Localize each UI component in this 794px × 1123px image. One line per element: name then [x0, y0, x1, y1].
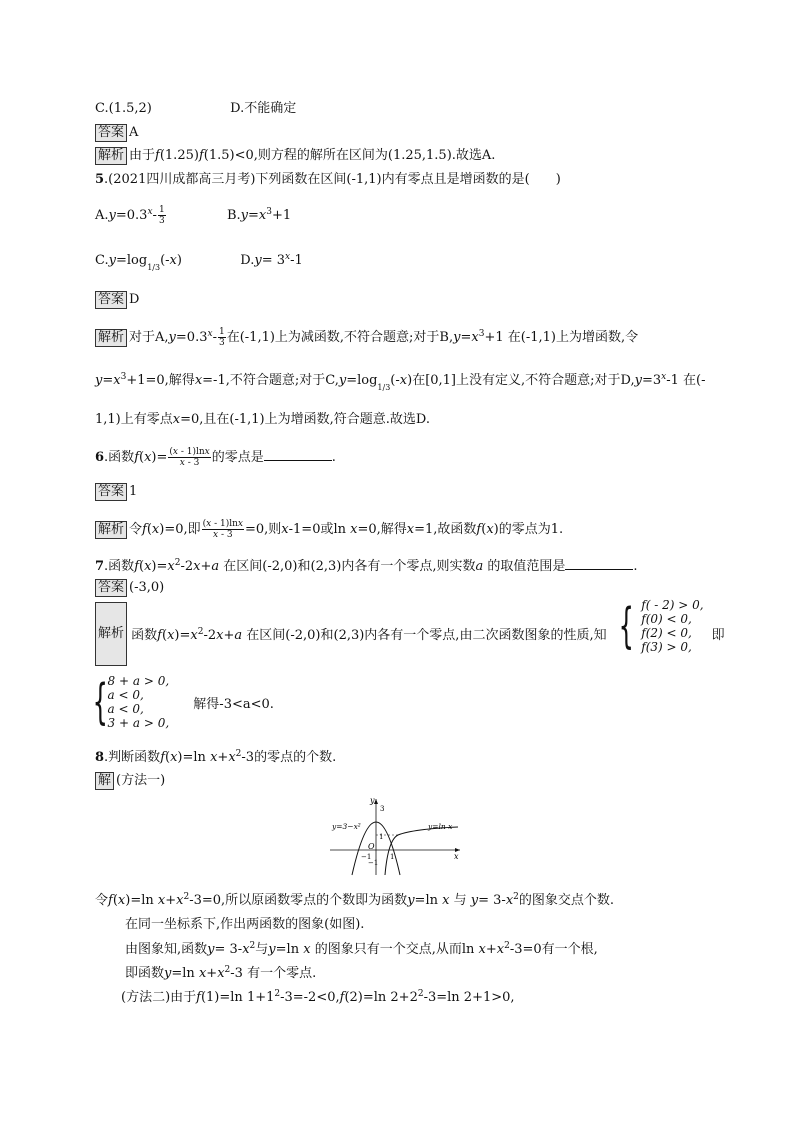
q6-answer — [95, 483, 137, 501]
blank — [264, 448, 332, 461]
text: .判断函数 — [104, 750, 161, 765]
question-number: 5 — [95, 172, 105, 187]
text: 在(-1,1)上为减函数,不符合题意;对于B, — [226, 330, 454, 345]
text: 在(-1,1)上为增函数,令 — [507, 330, 639, 345]
brace: { — [618, 598, 634, 654]
text: 有一个零点. — [247, 966, 317, 981]
text: .(2021四川成都高三月考)下列函数在区间(-1,1)内有零点且是增函数的是( ) — [104, 172, 561, 187]
text: 即 — [711, 628, 725, 643]
text: 与 — [453, 893, 467, 908]
text: -1=0或ln — [288, 522, 346, 537]
text: A. — [95, 208, 109, 223]
text: =0,所以原函数零点的个数即为函数 — [201, 893, 408, 908]
text: .函数 — [104, 559, 135, 574]
question-number: 8 — [95, 750, 105, 765]
q5-analysis-line3: 1,1)上有零点x=0,且在(-1,1)上为增函数,符合题意.故选D. — [95, 412, 430, 427]
text: 的零点的个数. — [254, 750, 337, 765]
answer-value: A — [129, 125, 139, 140]
q5-analysis-line2: $y=x^3+1=0$,解得x=-1,不符合题意;对于$C,y=\log_{1/3}(-x)$在[0,1]上没有定义,不符合题意;对于$D,y=3^x-1$ 在(- — [95, 372, 706, 392]
answer-label: 答案 — [95, 483, 127, 501]
q5-answer — [95, 291, 139, 309]
text: 由于 — [129, 148, 156, 163]
x-axis-label: x — [454, 852, 459, 861]
tick-y-3: 3 — [380, 805, 385, 813]
y-axis-label: y — [370, 796, 375, 805]
solution-label: 解 — [95, 772, 114, 790]
analysis-label: 解析 — [95, 521, 127, 539]
text: 令 — [129, 522, 143, 537]
q7-stem: 7.函数$f(x)=x^2-2x+a$ 在区间(-2,0)和(2,3)内各有一个零点,则实数a 的取值范围是 . — [95, 558, 638, 574]
blank — [565, 557, 633, 570]
answer-value: 1 — [129, 484, 138, 499]
text: 的图象只有一个交点,从而 — [314, 942, 462, 957]
tick-x-neg1: −1 — [361, 853, 372, 861]
text: (方法二)由于 — [121, 990, 197, 1005]
q4-option-d: D.不能确定 — [230, 101, 297, 116]
text: 的图象交点个数. — [518, 893, 615, 908]
text: f(2) < 0, — [641, 626, 692, 640]
text: 在(- — [683, 373, 706, 388]
q7-system-2 — [92, 674, 274, 730]
y-axis-arrow — [374, 799, 378, 804]
text: 的零点为1. — [498, 522, 564, 537]
log-label: y=ln x — [428, 822, 453, 831]
text: f(0) < 0, — [641, 612, 692, 626]
q5-options-cd: $C.y=\log_{1/3}(-x)$ $D.y= 3^x-1$ — [95, 252, 303, 272]
text: =0有一个根, — [522, 942, 598, 957]
q4-answer — [95, 124, 138, 142]
q6-stem: 6.函数f(x)= $\frac{(x - 1)\ln x}{x - 3}$ 的零点是 . — [95, 447, 336, 468]
function-graph — [328, 795, 468, 877]
log-curve — [385, 827, 458, 875]
tick-x-1: 1 — [390, 853, 395, 861]
analysis-label: 解析 — [95, 329, 127, 347]
q7-analysis: 解析 函数$f(x)=x^2-2x+a$ 在区间(-2,0)和(2,3)内各有一个零点,由二次函数图象的性质,知 { f( - 2) > 0, f(0) < 0, f(2) < 0, f(3) > 0, 即 — [95, 602, 725, 666]
text: a < 0, — [107, 702, 144, 716]
text: 3 + a > 0, — [107, 716, 170, 730]
text: 1,1)上有零点 — [95, 412, 173, 427]
answer-label: 答案 — [95, 124, 127, 142]
q8-line3: 由图象知,函数$y= 3-x^2$与y=ln x 的图象只有一个交点,从而$\ln x+x^2-3=0$有一个根, — [125, 941, 598, 957]
text: ,不符合题意;对于C, — [225, 373, 339, 388]
text: =0,解得 — [357, 522, 407, 537]
text: 由图象知,函数 — [125, 942, 208, 957]
text: f( - 2) > 0, — [641, 598, 704, 612]
q4-analysis: 解析 由于f(1.25)f(1.5)<0,则方程的解所在区间为(1.25,1.5).故选A. — [95, 147, 495, 165]
text: a < 0, — [107, 688, 144, 702]
text: =1,故函数 — [414, 522, 477, 537]
question-number: 7 — [95, 559, 105, 574]
q6-analysis: 解析 令f(x)=0,即 $\frac{(x - 1)\ln x}{x - 3}$ =0,则x-1=0或ln x=0,解得x=1,故函数f(x)的零点为1. — [95, 519, 563, 540]
q5-options-ab: $A.y=0.3^x-$ $\frac{1}{3}$ $B.y=x^3+1$ — [95, 205, 292, 226]
text: 解得-3<a<0. — [193, 696, 274, 712]
text: C. — [95, 253, 109, 268]
q8-line5: (方法二)由于f(1)=ln $1+1^2-3=-2<0,f(2)=\ln$ $2+2^2-3=\ln$ 2+1>0, — [121, 989, 515, 1005]
q5-stem — [95, 171, 561, 189]
text: 与 — [255, 942, 269, 957]
answer-value: D — [129, 292, 140, 307]
origin-label: O — [368, 842, 375, 851]
tick-y-neg1: −1 — [368, 859, 379, 867]
text: 在区间(-2,0)和(2,3)内各有一个零点,由二次函数图象的性质,知 — [246, 628, 607, 643]
text: 8 + a > 0, — [107, 674, 170, 688]
text: 即函数 — [125, 966, 165, 981]
analysis-label: 解析 — [95, 147, 127, 165]
answer-label: 答案 — [95, 291, 127, 309]
text: f(3) > 0, — [641, 640, 692, 654]
text: ,则方程的解所在区间为(1.25,1.5).故选A. — [253, 148, 496, 163]
text: 令 — [95, 893, 109, 908]
answer-label: 答案 — [95, 579, 127, 597]
text: =0,即 — [164, 522, 201, 537]
parabola-label: y=3−x² — [332, 822, 361, 831]
q8-line1: 令f(x)=ln $x+x^2-3=0$,所以原函数零点的个数即为函数y=ln x 与 $y= 3-x^2$的图象交点个数. — [95, 892, 615, 908]
q5-analysis-line1: 解析 对于$A,y=0.3^x-$ $\frac{1}{3}$ 在(-1,1)上为减函数,不符合题意;对于$B,y=x^3+1$ 在(-1,1)上为增函数,令 — [95, 327, 638, 348]
text: ,解得 — [164, 373, 195, 388]
text — [108, 674, 170, 730]
analysis-label: 解析 — [95, 602, 127, 666]
text: 在区间(-2,0)和(2,3)内各有一个零点,则实数 — [223, 559, 476, 574]
q8-solution-start — [95, 772, 165, 790]
text: D. — [240, 253, 255, 268]
text: 的零点是 — [211, 450, 264, 465]
tick-y-1: 1 — [379, 833, 384, 841]
question-number: 6 — [95, 450, 105, 465]
text: B. — [226, 208, 241, 223]
text: .函数 — [104, 450, 135, 465]
q7-answer — [95, 579, 164, 597]
text: 函数 — [131, 628, 158, 643]
q8-stem: 8.判断函数f(x)=ln $x+x^2-3$的零点的个数. — [95, 749, 337, 765]
text: (方法一) — [116, 773, 166, 788]
q4-options — [95, 100, 296, 118]
text: ,且在(-1,1)上为增函数,符合题意.故选D. — [199, 412, 430, 427]
text: =0,则 — [245, 522, 282, 537]
q4-option-c: C.(1.5,2) — [95, 101, 152, 116]
text: 在[0,1]上没有定义,不符合题意;对于D, — [412, 373, 635, 388]
system-1 — [641, 598, 703, 654]
text: 的取值范围是 — [487, 559, 566, 574]
text: 对于A, — [129, 330, 169, 345]
answer-value: (-3,0) — [129, 580, 165, 595]
q8-line4: 即函数y=ln $x+x^2-3$ 有一个零点. — [125, 965, 317, 981]
q8-line2: 在同一坐标系下,作出两函数的图象(如图). — [125, 917, 365, 932]
brace: { — [92, 674, 108, 730]
